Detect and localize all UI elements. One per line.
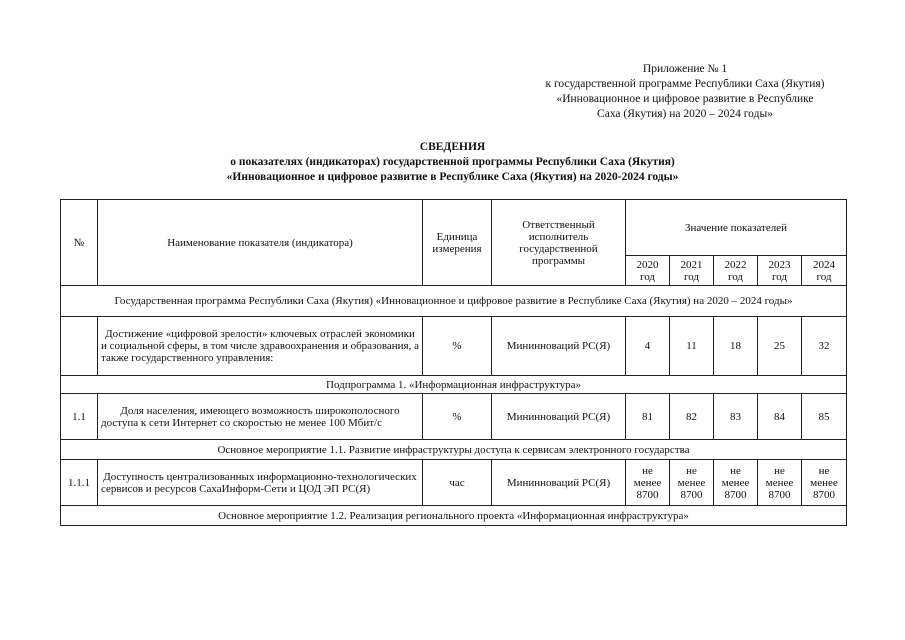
header-name: Наименование показателя (индикатора): [98, 200, 423, 286]
row-1-1-value-2020: 81: [626, 394, 670, 440]
table-row: [61, 317, 847, 376]
row-1-1-num: 1.1: [61, 394, 98, 440]
section-program: Государственная программа Республики Саха (Якутия) «Инновационное и цифровое развитие в Республике Саха (Якутия) на 2020 – 2024 годы»: [61, 286, 847, 317]
header-year-2024: 2024 год: [802, 256, 847, 286]
row-1-1-1-value-2024: не менее 8700: [802, 460, 847, 506]
section-row-program: [61, 286, 847, 317]
section-row-1-1: [61, 440, 847, 460]
document-title: СВЕДЕНИЯ: [419, 141, 486, 153]
section-activity-1-1: Основное мероприятие 1.1. Развитие инфраструктуры доступа к сервисам электронного государства: [61, 440, 847, 460]
header-row: [61, 200, 847, 256]
appendix-line-4: Саха (Якутия) на 2020 – 2024 годы»: [597, 108, 773, 120]
row-program-value-2024: 32: [802, 317, 847, 376]
row-program-unit: %: [423, 317, 492, 376]
row-1-1-1-unit: час: [423, 460, 492, 506]
header-num: №: [61, 200, 98, 286]
row-1-1-value-2023: 84: [758, 394, 802, 440]
header-executor: Ответственный исполнитель государственной программы: [492, 200, 626, 286]
appendix-block: [505, 62, 865, 122]
row-program-name: Достижение «цифровой зрелости» ключевых отраслей экономики и социальной сферы, в том числе здравоохранения и образования, а также государственного управления:: [98, 317, 423, 376]
row-program-value-2020: 4: [626, 317, 670, 376]
header-year-2021: 2021 год: [670, 256, 714, 286]
header-year-2023: 2023 год: [758, 256, 802, 286]
row-1-1-1-executor: Мининноваций РС(Я): [492, 460, 626, 506]
section-row-1-2: [61, 506, 847, 526]
row-1-1-1-name: Доступность централизованных информационно-технологических сервисов и ресурсов СахаИнформ-Сети и ЦОД ЭП РС(Я): [98, 460, 423, 506]
row-1-1-value-2021: 82: [670, 394, 714, 440]
section-row-sub1: [61, 376, 847, 394]
table-row: [61, 460, 847, 506]
row-1-1-1-value-2023: не менее 8700: [758, 460, 802, 506]
row-program-num: [61, 317, 98, 376]
row-program-value-2023: 25: [758, 317, 802, 376]
document-subtitle-1: о показателях (индикаторах) государственной программы Республики Саха (Якутия): [230, 156, 675, 168]
section-subprogram-1: Подпрограмма 1. «Информационная инфраструктура»: [61, 376, 847, 394]
row-1-1-value-2024: 85: [802, 394, 847, 440]
row-1-1-value-2022: 83: [714, 394, 758, 440]
appendix-line-2: к государственной программе Республики Саха (Якутия): [545, 78, 825, 90]
appendix-line-3: «Инновационное и цифровое развитие в Республике: [556, 93, 814, 105]
document-heading: [150, 140, 755, 185]
row-1-1-1-num: 1.1.1: [61, 460, 98, 506]
document-subtitle-2: «Инновационное и цифровое развитие в Республике Саха (Якутия) на 2020-2024 годы»: [226, 171, 679, 183]
row-program-executor: Мининновaций РС(Я): [492, 317, 626, 376]
header-unit: Единица измерения: [423, 200, 492, 286]
row-1-1-1-value-2021: не менее 8700: [670, 460, 714, 506]
row-1-1-1-value-2020: не менее 8700: [626, 460, 670, 506]
header-year-2022: 2022 год: [714, 256, 758, 286]
table-row: [61, 394, 847, 440]
appendix-line-1: Приложение № 1: [642, 63, 728, 75]
header-year-2020: 2020 год: [626, 256, 670, 286]
row-1-1-name: Доля населения, имеющего возможность широкополосного доступа к сети Интернет со скоростью не менее 100 Мбит/с: [98, 394, 423, 440]
row-1-1-executor: Мининноваций РС(Я): [492, 394, 626, 440]
row-program-value-2021: 11: [670, 317, 714, 376]
row-1-1-1-value-2022: не менее 8700: [714, 460, 758, 506]
row-program-value-2022: 18: [714, 317, 758, 376]
row-1-1-unit: %: [423, 394, 492, 440]
indicators-table: [60, 199, 847, 526]
header-values: Значение показателей: [626, 200, 847, 256]
section-activity-1-2: Основное мероприятие 1.2. Реализация регионального проекта «Информационная инфраструктура»: [61, 506, 847, 526]
